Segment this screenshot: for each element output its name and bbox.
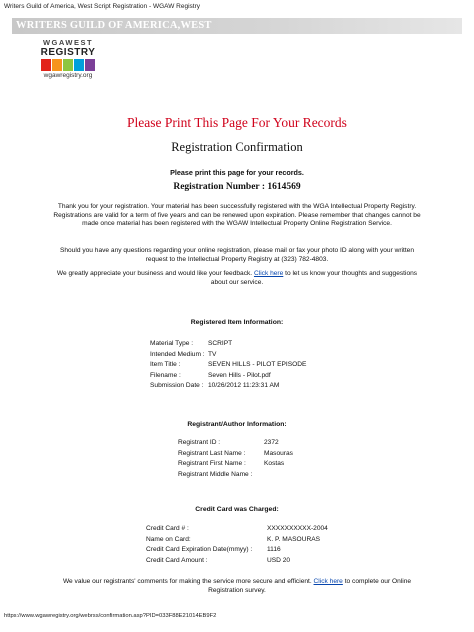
field-value: TV (208, 350, 217, 358)
feedback-paragraph (52, 270, 422, 287)
survey-link[interactable]: Click here (313, 578, 343, 585)
field-label: Registrant First Name : (178, 460, 246, 467)
field-label: Item Title : (150, 361, 181, 368)
logo-registry-text: REGISTRY (40, 47, 96, 58)
survey-note (60, 578, 414, 595)
registered-item-title: Registered Item Information: (190, 319, 284, 326)
table-row (178, 470, 293, 481)
field-value: 2372 (264, 439, 279, 446)
field-label: Credit Card Expiration Date(mmyy) : (146, 546, 253, 553)
field-value: SEVEN HILLS - PILOT EPISODE (208, 361, 307, 368)
logo-block-green (63, 59, 73, 71)
logo-url-text: wgawregistry.org (43, 72, 93, 79)
logo-block-orange (52, 59, 62, 71)
field-label: Material Type : (150, 340, 194, 347)
field-value: XXXXXXXXXX-2004 (267, 525, 328, 532)
field-value: Kostas (264, 460, 285, 467)
field-value: Seven Hills - Pilot.pdf (208, 371, 271, 379)
credit-card-title: Credit Card was Charged: (195, 506, 279, 513)
field-label: Registrant Middle Name : (178, 470, 253, 478)
registrant-title: Registrant/Author Information: (187, 421, 287, 428)
table-row (150, 350, 306, 361)
logo-block-blue (74, 59, 84, 71)
field-label: Filename : (150, 371, 181, 379)
logo-wgawest-text: WGAWEST (42, 38, 94, 47)
questions-paragraph: Should you have any questions regarding your online registration, please mail or fax your photo ID along with your written request to the Intellectual Property Registry at (323) 782-4803. (59, 247, 415, 263)
field-label: Intended Medium : (150, 350, 205, 358)
credit-card-table (146, 524, 328, 566)
logo-color-blocks (28, 59, 108, 71)
print-footer-url: https://www.wgawregistry.org/webrss/confirmation.asp?PID=033F88E21014EB9F2 (4, 613, 217, 619)
logo-block-red (41, 59, 51, 71)
table-row (146, 535, 328, 546)
table-row (150, 339, 306, 350)
table-row (150, 360, 306, 371)
table-row (146, 524, 328, 535)
feedback-text-after: to let us know your thoughts and suggestions about our service. (210, 270, 418, 286)
table-row (178, 449, 293, 460)
print-notice-title: Please Print This Page For Your Records (127, 115, 347, 130)
page-title: Registration Confirmation (171, 140, 303, 154)
registration-number: Registration Number : 1614569 (173, 182, 301, 192)
field-value: K. P. MASOURAS (267, 535, 321, 543)
field-value: 1116 (267, 546, 281, 553)
feedback-link[interactable]: Click here (253, 270, 284, 277)
please-print-text: Please print this page for your records. (170, 168, 304, 177)
table-row (178, 438, 293, 449)
feedback-text-before: We greatly appreciate your business and would like your feedback. (56, 270, 254, 277)
field-label: Credit Card Amount : (146, 556, 208, 564)
field-value: Masouras (264, 449, 293, 457)
table-row (150, 371, 306, 382)
field-label: Credit Card # : (146, 525, 189, 532)
table-row (178, 459, 293, 470)
field-label: Registrant ID : (178, 439, 221, 446)
survey-text-before: We value our registrants' comments for making the service more secure and efficient. (62, 578, 314, 585)
registry-logo[interactable] (28, 38, 108, 94)
banner-text: WRITERS GUILD OF AMERICA,WEST (16, 20, 212, 31)
survey-text-after: to complete our Online Registration survey. (208, 578, 412, 594)
field-label: Submission Date : (150, 382, 204, 389)
table-row (150, 381, 306, 392)
print-header: Writers Guild of America, West Script Registration - WGAW Registry (4, 3, 201, 10)
registrant-table (178, 438, 293, 480)
logo-block-purple (85, 59, 95, 71)
table-row (146, 545, 328, 556)
field-value: 10/26/2012 11:23:31 AM (208, 382, 280, 389)
wga-banner (12, 18, 462, 34)
field-value: USD 20 (267, 556, 291, 564)
field-label: Name on Card: (146, 535, 191, 543)
field-label: Registrant Last Name : (178, 449, 246, 457)
thank-you-paragraph: Thank you for your registration. Your material has been successfully registered with the WGA Intellectual Property Registry. Registrations are valid for a term of five years and can be renewed upon expiration. Please remember that changes cannot be made once material has been registered with the WGAW Intellectual Property Online Registration Service. (53, 203, 421, 228)
table-row (146, 556, 328, 567)
registered-item-table (150, 339, 306, 392)
field-value: SCRIPT (208, 340, 233, 347)
